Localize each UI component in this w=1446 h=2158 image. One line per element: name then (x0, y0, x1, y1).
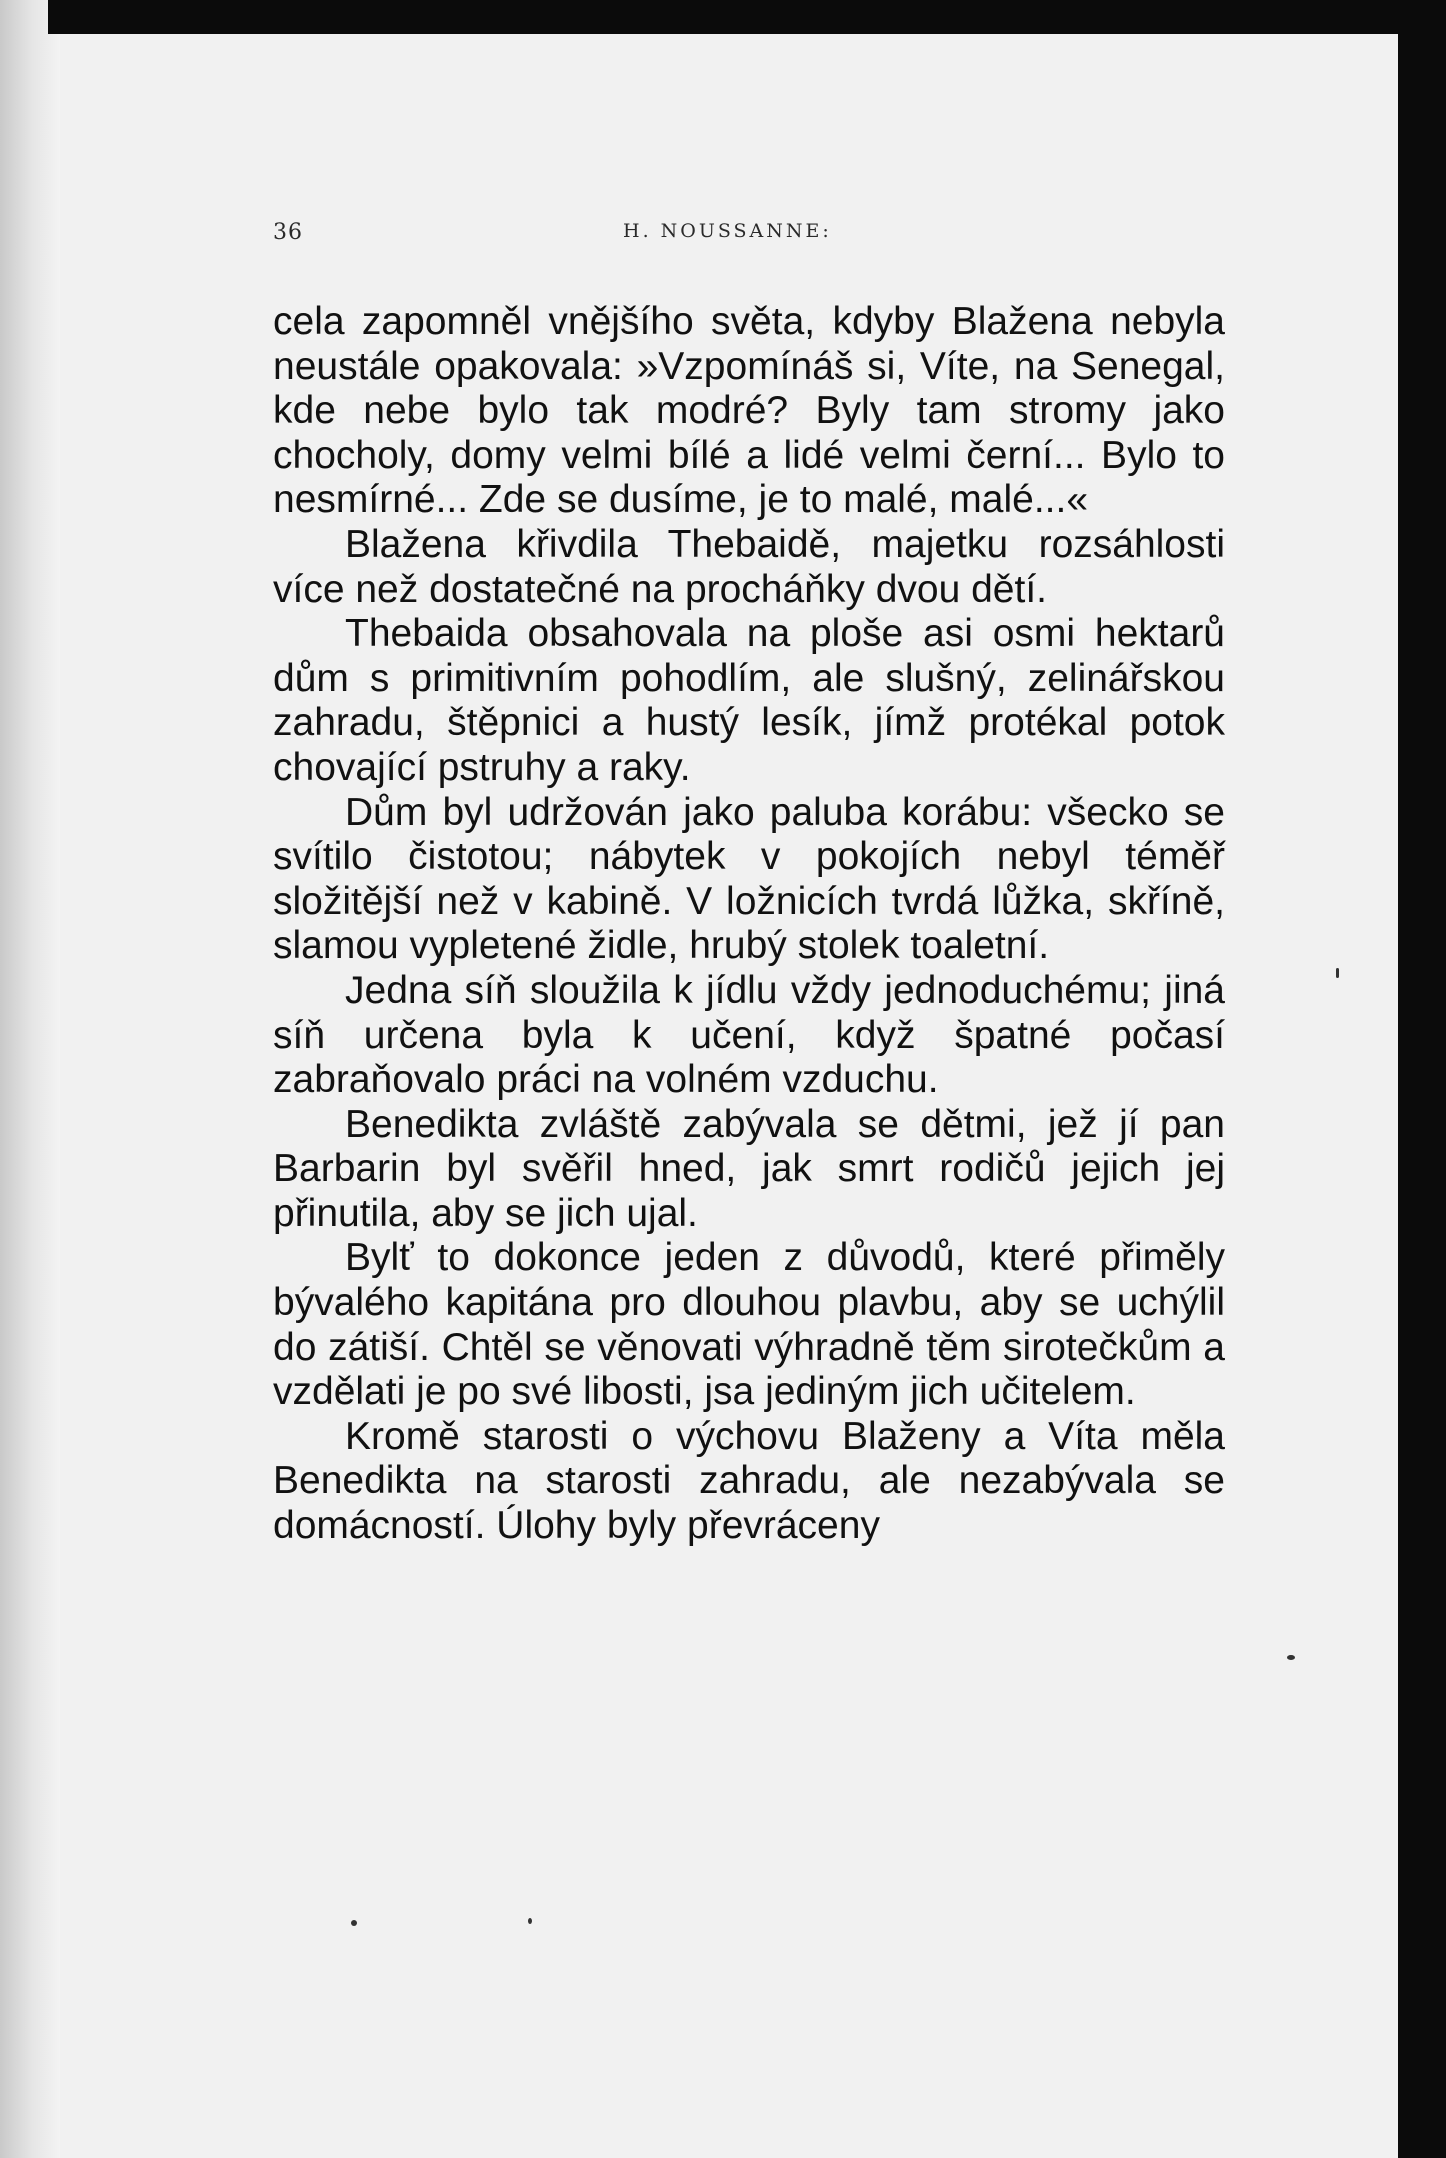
scan-speck (528, 1918, 532, 1924)
scan-speck (351, 1920, 357, 1926)
paragraph-6: Benedikta zvláště zabývala se dětmi, jež jí pan Barbarin byl svěřil hned, jak smrt rodičů jejich jej přinutila, aby se jich ujal. (273, 1102, 1225, 1235)
scan-speck (1336, 968, 1339, 978)
paragraph-4: Dům byl udržován jako paluba korábu: všecko se svítilo čistotou; nábytek v pokojích nebyl téměř složitější než v kabině. V ložnicích tvrdá lůžka, skříně, slamou vypletené židle, hrubý stolek toaletní. (273, 790, 1225, 968)
header-author: H. NOUSSANNE: (623, 220, 832, 242)
paragraph-1: cela zapomněl vnějšího světa, kdyby Blažena nebyla neustále opakovala: »Vzpomínáš si, Víte, na Senegal, kde nebe bylo tak modré? Byly tam stromy jako chocholy, domy velmi bílé a lidé velmi černí... Bylo to nesmírné... Zde se dusíme, je to malé, malé...« (273, 300, 1225, 522)
page-number: 36 (273, 220, 303, 245)
scan-speck (1287, 1655, 1295, 1660)
body-text (273, 300, 1225, 1549)
paragraph-2: Blažena křivdila Thebaidě, majetku rozsáhlosti více než dostatečné na procháňky dvou dětí. (273, 522, 1225, 611)
scan-top-border (48, 0, 1446, 34)
paragraph-7: Bylť to dokonce jeden z důvodů, které přiměly bývalého kapitána pro dlouhou plavbu, aby se uchýlil do zátiší. Chtěl se věnovati výhradně těm sirotečkům a vzdělati je po své libosti, jsa jediným jich učitelem. (273, 1236, 1225, 1414)
paragraph-8: Kromě starosti o výchovu Blaženy a Víta měla Benedikta na starosti zahradu, ale nezabývala se domácností. Úlohy byly převráceny (273, 1414, 1225, 1548)
paragraph-5: Jedna síň sloužila k jídlu vždy jednoduchému; jiná síň určena byla k učení, když špatné počasí zabraňovalo práci na volném vzduchu. (273, 968, 1225, 1102)
scan-left-edge (0, 0, 60, 2158)
running-head (273, 208, 1223, 248)
paragraph-3: Thebaida obsahovala na ploše asi osmi hektarů dům s primitivním pohodlím, ale slušný, zelinářskou zahradu, štěpnici a hustý lesík, jímž protékal potok chovající pstruhy a raky. (273, 612, 1225, 789)
scan-right-border (1398, 0, 1446, 2158)
